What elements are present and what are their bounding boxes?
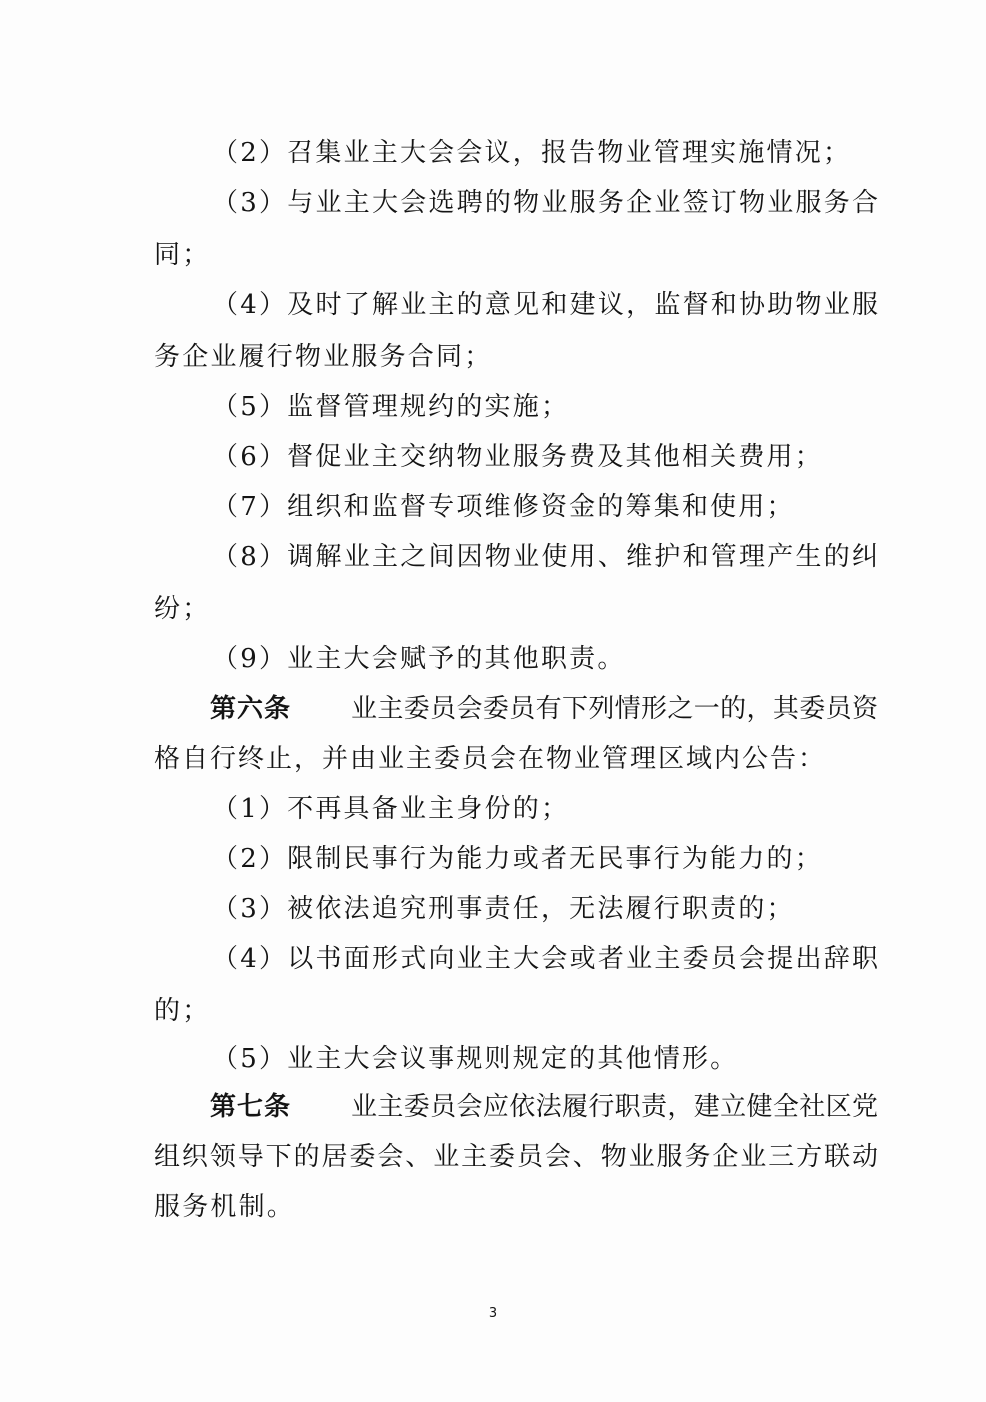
condition-item-5: （5）业主大会议事规则规定的其他情形。 — [212, 1044, 739, 1074]
condition-item-3: （3）被依法追究刑事责任，无法履行职责的； — [212, 894, 795, 924]
article-7-heading: 第七条 — [210, 1092, 292, 1122]
condition-item-4-cont: 的； — [154, 996, 211, 1026]
duty-item-3-cont: 同； — [154, 240, 211, 270]
article-6-continuation: 格自行终止，并由业主委员会在物业管理区域内公告： — [154, 744, 824, 774]
condition-item-1: （1）不再具备业主身份的； — [212, 794, 570, 824]
duty-item-7: （7）组织和监督专项维修资金的筹集和使用； — [212, 492, 795, 522]
article-7 — [210, 1090, 878, 1124]
duty-item-4-cont: 务企业履行物业服务合同； — [154, 342, 493, 372]
duty-item-9: （9）业主大会赋予的其他职责。 — [212, 644, 626, 674]
duty-item-3: （3）与业主大会选聘的物业服务企业签订物业服务合 — [212, 188, 878, 218]
duty-item-8-cont: 纷； — [154, 594, 211, 624]
article-6 — [210, 692, 878, 726]
article-6-text: 业主委员会委员有下列情形之一的，其委员资 — [351, 694, 878, 724]
duty-item-4: （4）及时了解业主的意见和建议，监督和协助物业服 — [212, 290, 878, 320]
condition-item-4: （4）以书面形式向业主大会或者业主委员会提出辞职 — [212, 944, 878, 974]
duty-item-8: （8）调解业主之间因物业使用、维护和管理产生的纠 — [212, 542, 878, 572]
duty-item-2: （2）召集业主大会会议，报告物业管理实施情况； — [212, 138, 852, 168]
condition-item-2: （2）限制民事行为能力或者无民事行为能力的； — [212, 844, 823, 874]
page-number: 3 — [488, 1306, 498, 1321]
duty-item-6: （6）督促业主交纳物业服务费及其他相关费用； — [212, 442, 823, 472]
article-7-text: 业主委员会应依法履行职责，建立健全社区党 — [351, 1092, 878, 1122]
article-7-continuation-2: 服务机制。 — [154, 1192, 296, 1222]
duty-item-5: （5）监督管理规约的实施； — [212, 392, 570, 422]
article-6-heading: 第六条 — [210, 694, 292, 724]
article-7-continuation-1: 组织领导下的居委会、业主委员会、物业服务企业三方联动 — [154, 1142, 878, 1172]
